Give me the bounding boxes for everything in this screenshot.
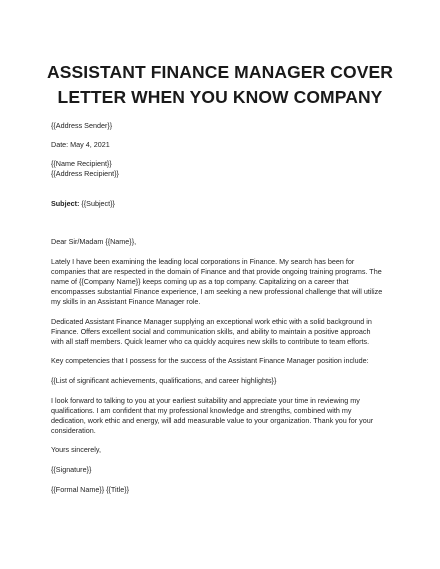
- signature: {{Signature}}: [51, 465, 92, 474]
- paragraph-5-line: dedication, work ethic and energy, will add measurable value to your organization. Thank you for your: [51, 416, 374, 425]
- paragraph-3: Key competencies that I possess for the success of the Assistant Finance Manager position include:: [51, 356, 369, 365]
- paragraph-5-line: I look forward to talking to you at your earliest suitability and appreciate your time in reviewing my: [51, 396, 360, 405]
- recipient-address: {{Address Recipient}}: [51, 169, 119, 178]
- sender-address: {{Address Sender}}: [51, 121, 113, 130]
- paragraph-1-line: name of {{Company Name}} keeps coming up as a top company. Capitalizing on a career that: [51, 277, 349, 286]
- paragraph-4: {{List of significant achievements, qualifications, and career highlights}}: [51, 376, 277, 385]
- recipient-name: {{Name Recipient}}: [51, 159, 112, 168]
- paragraph-1-line: Lately I have been examining the leading local corporations in Finance. My search has been for: [51, 257, 355, 266]
- letter-date: Date: May 4, 2021: [51, 140, 110, 149]
- paragraph-1-line: companies that are respected in the domain of Finance and that provide ongoing training programs. The: [51, 267, 382, 276]
- letter-title: ASSISTANT FINANCE MANAGER COVER LETTER WHEN YOU KNOW COMPANY: [47, 62, 393, 107]
- paragraph-1-line: encompasses substantial Finance experience, I am seeking a new professional challenge that will utilize: [51, 287, 383, 296]
- formal-name: {{Formal Name}} {{Title}}: [51, 485, 130, 494]
- paragraph-1-line: my skills in an Assistant Finance Manager role.: [51, 297, 201, 306]
- salutation: Dear Sir/Madam {{Name}},: [51, 237, 137, 246]
- paragraph-2-line: with all staff members. Quick learner who ca quickly acquires new skills to contribute to team efforts.: [51, 337, 370, 346]
- paragraph-2-line: Finance. Offers excellent social and communication skills, and ability to maintain a positive approach: [51, 327, 371, 336]
- paragraph-5-line: qualifications. I am confident that my professional knowledge and strengths, combined with my: [51, 406, 352, 415]
- paragraph-5-line: consideration.: [51, 426, 96, 435]
- subject-label: Subject:: [51, 199, 80, 208]
- subject-value: {{Subject}}: [79, 199, 115, 208]
- paragraph-2-line: Dedicated Assistant Finance Manager supplying an exceptional work ethic with a solid background in: [51, 317, 372, 326]
- closing: Yours sincerely,: [51, 445, 101, 454]
- subject-line: [51, 199, 115, 209]
